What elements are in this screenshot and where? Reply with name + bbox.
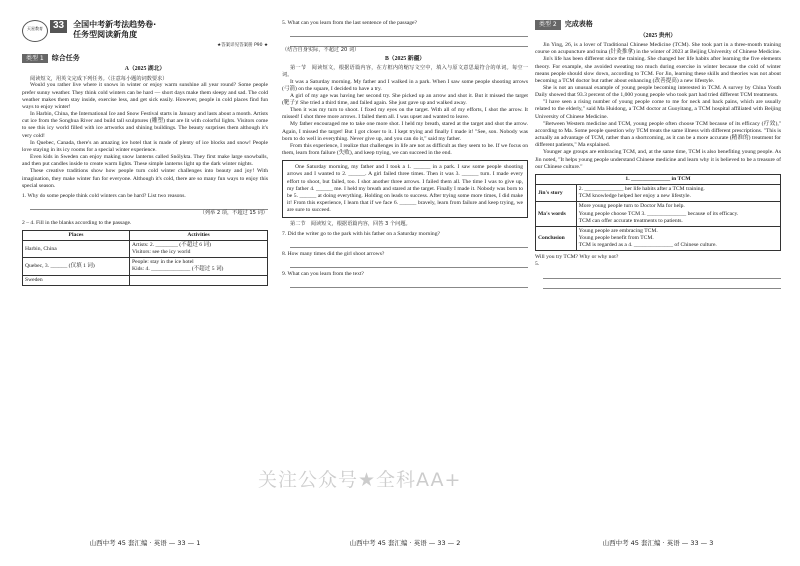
question-8: 8. How many times did the girl shoot arrows? xyxy=(282,251,385,258)
passage-a-paragraph: In Quebec, Canada, there's an amazing ice hotel that is made of plenty of ice blocks and snow! People love staying in its icy rooms for a special winter experience. xyxy=(22,139,268,153)
answer-line[interactable] xyxy=(290,260,528,268)
passage-a-paragraph: In Harbin, China, the International Ice and Snow Festival starts in January and lasts about a month. Artists cut ice from the Songhua River and build tall sculptures (雕塑) that are lit with colorful lights. Visitors come to see this icy world filled with ice artworks and shining buildings. The beauty surprises them although it's very cold! xyxy=(22,111,268,139)
passage-c-paragraph: Jin's life has been different since the training. She changed her life habits after learning the five elements theory. For example, she avoided sweating too much during exercise in winter because the cold of winter means people should slow down, according to TCM. For Jin, learning these skills and theories was not about becoming a TCM doctor but rather about enhancing (改善提高) a new lifestyle. xyxy=(535,56,781,84)
section-tag: 类型 2 xyxy=(535,20,561,30)
page-2 xyxy=(282,20,528,288)
section-title: 综合任务 xyxy=(51,54,80,63)
row-label: Conclusion xyxy=(536,226,577,250)
passage-a-paragraph: These creative traditions show how people turn cold winter challenges into beauty and joy! With imagination, they make winter fun for everyone. Although it's cold, there are so many fun ways to enjoy this special season. xyxy=(22,168,268,189)
passage-a-paragraph: Even kids in Sweden can enjoy making snow lanterns called Snölykta. They first make large snowballs, and then put candles inside to create warm lights. These simple lanterns light up the dark winter nights. xyxy=(22,154,268,168)
table-cell-activity[interactable] xyxy=(130,258,268,275)
question-5-limit: （结合自身实际，不超过 20 词） xyxy=(282,47,360,54)
row-line: Young people are embracing TCM. xyxy=(578,227,658,234)
header xyxy=(22,20,268,42)
tcm-table xyxy=(535,174,781,251)
passage-a-table xyxy=(22,230,268,286)
watermark: 关注公众号★全科AA+ xyxy=(258,469,462,491)
row-line[interactable]: Young people choose TCM 3. ______________ because of its efficacy. xyxy=(578,210,739,217)
table-header: Places xyxy=(23,230,130,240)
table-cell-place: Harbin, China xyxy=(23,240,130,257)
passage-a-instruction: 阅读短文，用英文完成下列任务。（注意每小题的词数要求） xyxy=(30,75,168,82)
section-1-heading xyxy=(22,54,268,64)
answer-line[interactable] xyxy=(290,29,528,37)
row-content[interactable] xyxy=(576,202,780,226)
section-title: 完成表格 xyxy=(564,20,593,29)
passage-c-heading: （2025 贵州） xyxy=(639,32,677,39)
footer-page-3: 山西中考 45 套汇编 · 英语 — 33 — 3 xyxy=(602,539,714,547)
passage-b-part1: 第一节 阅读短文，根据语篇内容，在方框内的缩写文空中，填入与原文意思最符合的单词。每空一词。 xyxy=(282,65,528,78)
page-3 xyxy=(535,20,781,289)
section-tag: 类型 1 xyxy=(22,54,48,64)
passage-c-paragraph: Younger age groups are embracing TCM, and, at the same time, TCM is also benefiting young people. As Jin noted, "It helps young people understand Chinese medicine and learn why it is believed to be a treasure of our Chinese culture." xyxy=(535,149,781,170)
publisher-logo: 天星教育 xyxy=(22,20,48,42)
footer-page-1: 山西中考 45 套汇编 · 英语 — 33 — 1 xyxy=(89,539,201,547)
answer-line[interactable] xyxy=(290,280,528,288)
row-label: Ma's words xyxy=(536,202,577,226)
question-5-c-label: 5. xyxy=(535,261,540,268)
answer-ref: ★答案详见答案册 P90 ★ xyxy=(217,43,268,48)
passage-c-paragraph: Jin Ying, 26, is a lover of Traditional Chinese Medicine (TCM). She took part in a three-month training course on acupuncture and tuina (针灸推拿) in the winter of 2023 at Beijing University of Chinese Medicine. xyxy=(535,42,781,56)
row-content[interactable] xyxy=(576,185,780,202)
passage-c-paragraph: "Between Western medicine and TCM, young people often choose TCM because of its efficacy (疗效)," according to Ma. Some people question why TCM treats the same illness with different prescriptions. "This is actually an advantage of TCM, rather than a shortcoming, as it can be a more accurate (精准的) treatment for different patients," Ma explained. xyxy=(535,120,781,149)
activity-line: Visitors: see the icy world xyxy=(132,249,191,256)
row-line: More young people turn to Doctor Ma for help. xyxy=(578,203,685,210)
table-header: Activities xyxy=(130,230,268,240)
row-line[interactable]: TCM is regarded as a 4. ______________ of Chinese culture. xyxy=(578,242,717,249)
title-block xyxy=(67,20,156,40)
summary-text: One Saturday morning, my father and I took a 1. ______ in a park. I saw some people shooting arrows and I wanted to 2. ______. A girl failed three times. Then it was 3. ______ turn. I made every effort to shoot, but failed, too. I shot another three arrows. I failed them all. The time I was to give up, my father 4. ______ me. I held my breath and stared at the target. Finally I made it. Nobody was born to be 5. ______ at doing everything. Holding on leads to success. After trying some more times, I did make it! From this experience, I learn that if we face 6. ______ bravely, learn from failure and keep trying, we are sure to succeed. xyxy=(287,164,523,214)
question-9: 9. What can you learn from the text? xyxy=(282,271,364,278)
row-line: TCM knowledge helped her enjoy a new lifestyle. xyxy=(578,193,691,200)
question-7: 7. Did the writer go to the park with his father on a Saturday morning? xyxy=(282,231,440,237)
question-2-4: 2 – 4. Fill in the blanks according to the passage. xyxy=(22,219,132,226)
footer-page-2: 山西中考 45 套汇编 · 英语 — 33 — 2 xyxy=(349,539,461,547)
answer-line[interactable] xyxy=(30,202,268,210)
passage-c-paragraph: She is not an unusual example of young people becoming interested in TCM. A survey by China Youth Daily showed that 93.3 percent of the 1,000 young people who took part had tried different TCM treatments. xyxy=(535,85,781,99)
table-cell-place[interactable]: Quebec, 3. ______ (仅填 1 词) xyxy=(23,258,130,275)
section-2-heading xyxy=(535,20,781,30)
tcm-table-title[interactable]: 1. ______________ in TCM xyxy=(536,174,781,184)
activity-line[interactable]: Kids: 4. ______________ (不超过 5 词) xyxy=(132,266,224,273)
row-line: Young people benefit from TCM. xyxy=(578,234,654,241)
table-cell-place: Sweden xyxy=(23,275,130,285)
passage-b-paragraph: A girl of my age was having her second try. She picked up an arrow and shot it. But it missed the target (靶子)! She tried a third time, and failed again. She just gave up and walked away. xyxy=(282,92,528,106)
passage-b-paragraph: From this experience, I realize that challenges in life are not as difficult as they seem to be. If we focus on them, learn from failure (失败), and keep trying, we can succeed in the end. xyxy=(282,142,528,157)
answer-line[interactable] xyxy=(543,281,781,289)
question-1: 1. Why do some people think cold winters can be hard? List two reasons. xyxy=(22,192,186,199)
passage-b-part2: 第二节 阅读短文，根据语篇内容，回答 3 个问题。 xyxy=(290,221,411,228)
passage-a-heading: A（2025 湖北） xyxy=(124,66,166,73)
unit-number: 33 xyxy=(50,20,67,33)
summary-box[interactable] xyxy=(282,160,528,218)
activity-line[interactable]: Artists: 2. ________ (不超过 6 词) xyxy=(132,241,211,248)
question-5: 5. What can you learn from the last sentence of the passage? xyxy=(282,20,418,26)
answer-line[interactable] xyxy=(290,240,528,248)
passage-b-paragraph: Then it was my turn to shoot. I fixed my eyes on the target. With all of my efforts, I shot the arrow. It missed! I shot three more arrows. I failed them all. I was upset and wanted to leave. xyxy=(282,107,528,121)
question-5-c: Will you try TCM? Why or why not? xyxy=(535,254,619,261)
title-line-1: 全国中考新考法趋势卷· xyxy=(73,20,157,29)
table-cell-activity xyxy=(130,275,268,285)
answer-line[interactable] xyxy=(543,271,781,279)
row-line: TCM can offer accurate treatments to patients. xyxy=(578,217,683,224)
answer-line[interactable] xyxy=(290,39,528,47)
row-content[interactable] xyxy=(576,226,780,250)
row-label: Jin's story xyxy=(536,185,577,202)
passage-c-paragraph: "I have seen a rising number of young people come to me for neck and back pains, which are usually related to the elderly," said Ma Huidong, a TCM doctor at Guoyitang, a TCM hospital affiliated with Beijing University of Chinese Medicine. xyxy=(535,99,781,120)
table-cell-activity[interactable] xyxy=(130,240,268,257)
activity-line: People: stay in the ice hotel xyxy=(132,259,194,266)
title-line-2: 任务型阅读新角度 xyxy=(73,30,138,39)
passage-a-paragraph: Would you rather live where it snows in winter or enjoy warm sunshine all year round? Some people prefer sunny weather. They think cold winters can be hard — short days make them sleepy and sad. The cold weather makes them stay inside, exercise less, and get sick easily. However, people in cold places find fun ways to enjoy winter! xyxy=(22,82,268,110)
page-1 xyxy=(22,20,268,286)
question-1-limit: （列举 2 项，不超过 15 词） xyxy=(199,209,268,216)
passage-b-heading: B（2025 新疆） xyxy=(384,55,426,62)
row-line[interactable]: 2. ______________ her life habits after a TCM training. xyxy=(578,186,705,193)
passage-b-paragraph: It was a Saturday morning. My father and I walked in a park. When I saw some people shooting arrows (弓箭) on the square, I decided to have a try. xyxy=(282,78,528,92)
passage-b-paragraph: My father encouraged me to take one more shot. I held my breath, stared at the target and shot the arrow. Again, I missed the target! But I got closer to it. I kept trying and finally I made it! "See, son. Nobody was born to do well in everything. Never give up, and you can do it," said my father. xyxy=(282,121,528,142)
